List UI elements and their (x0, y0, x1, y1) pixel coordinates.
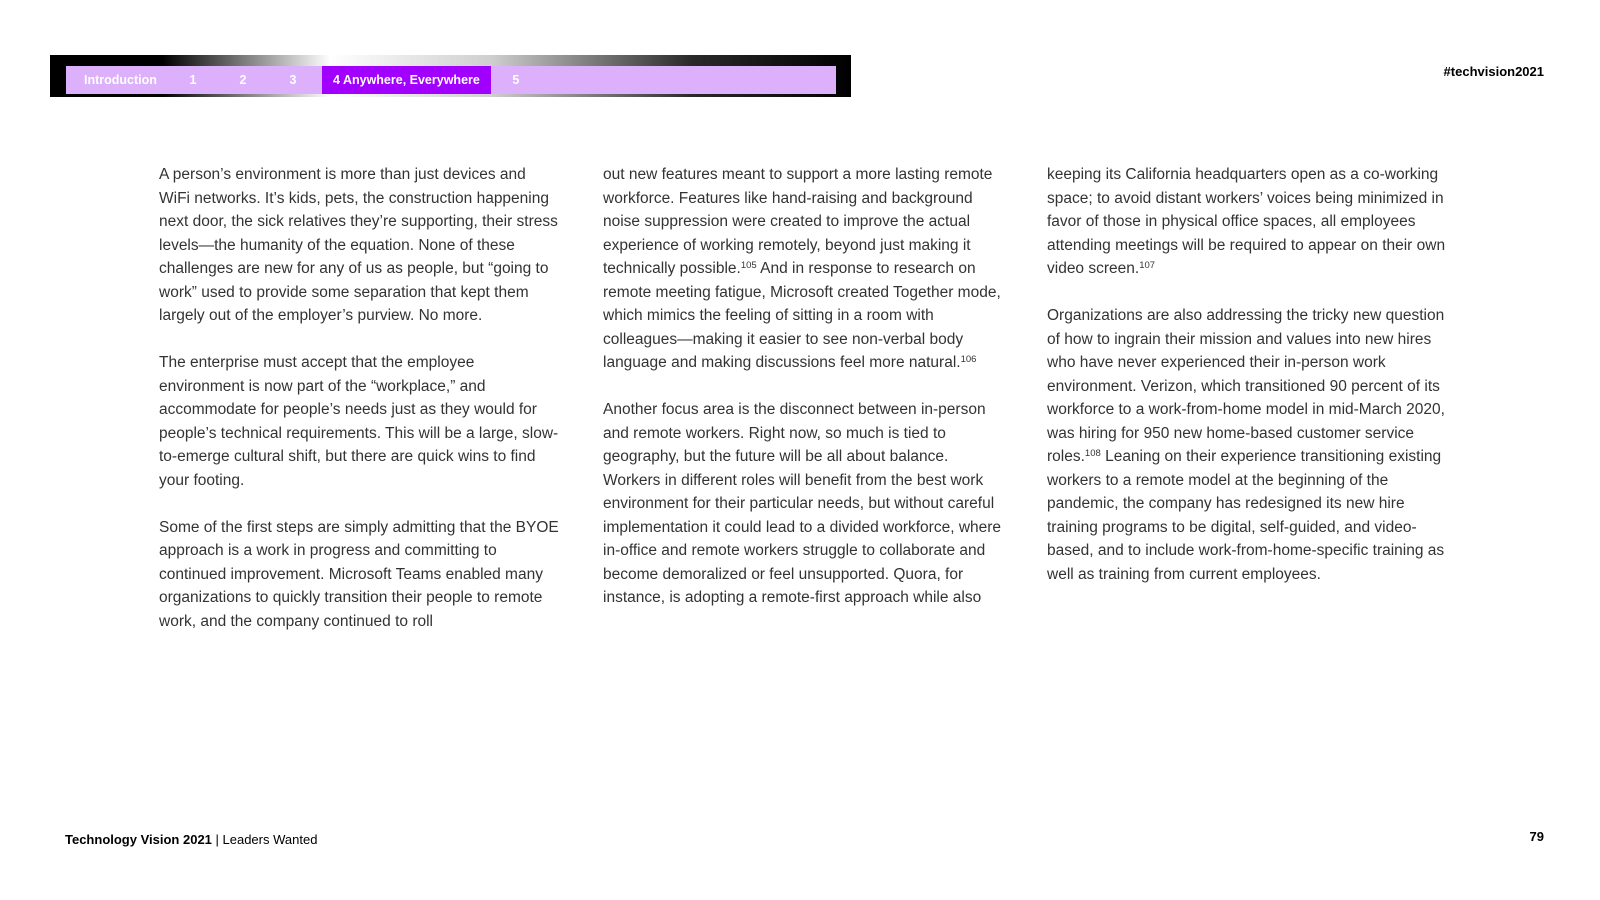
article-body (159, 163, 1459, 663)
report-subtitle: Leaders Wanted (222, 832, 318, 847)
footnote-ref-106[interactable]: 106 (960, 354, 977, 365)
paragraph (1047, 163, 1457, 281)
footnote-ref-108[interactable]: 108 (1084, 448, 1101, 459)
hashtag: #techvision2021 (1443, 64, 1544, 79)
tab-3[interactable]: 3 (289, 73, 297, 87)
tab-5[interactable]: 5 (512, 73, 520, 87)
paragraph (603, 163, 1005, 375)
section-tab-bar (66, 66, 836, 94)
paragraph (1047, 304, 1457, 586)
footnote-ref-107[interactable]: 107 (1139, 260, 1156, 271)
column-1 (159, 163, 561, 657)
paragraph: A person’s environment is more than just devices and WiFi networks. It’s kids, pets, the construction happening next door, the sick relatives they’re supporting, their stress levels—the humanity of the equation. None of these challenges are new for any of us as people, but “going to work” used to provide some separation that kept them largely out of the employer’s purview. No more. (159, 166, 558, 324)
tab-4-anywhere-everywhere[interactable]: 4 Anywhere, Everywhere (322, 66, 491, 94)
paragraph-text: keeping its California headquarters open as a co-working space; to avoid distant workers’ voices being minimized in favor of those in physical office spaces, all employees attending meetings will be required to appear on their own video screen. (1047, 166, 1446, 277)
column-2 (603, 163, 1005, 633)
report-title: Technology Vision 2021 (65, 832, 212, 847)
column-3 (1047, 163, 1457, 610)
tab-introduction[interactable]: Introduction (84, 73, 157, 87)
paragraph-text: Organizations are also addressing the tricky new question of how to ingrain their mission and values into new hires who have never experienced their in-person work environment. Verizon, which transitioned 90 percent of its workforce to a work-from-home model in mid-March 2020, was hiring for 950 new home-based customer service roles. (1047, 307, 1445, 465)
paragraph-text: Leaning on their experience transitioning existing workers to a remote model at the beginning of the pandemic, the company has redesigned its new hire training programs to be digital, self-guided, and video-based, and to include work-from-home-specific training as well as training from current employees. (1047, 448, 1445, 583)
footer-title (65, 832, 317, 847)
paragraph-text: And in response to research on remote meeting fatigue, Microsoft created Together mode, which mimics the feeling of sitting in a room with colleagues—making it easier to see non-verbal body language and making discussions feel more natural. (603, 260, 1001, 371)
paragraph-text: out new features meant to support a more lasting remote workforce. Features like hand-raising and background noise suppression were created to improve the actual experience of working remotely, beyond just making it technically possible. (603, 166, 993, 277)
paragraph: Some of the first steps are simply admitting that the BYOE approach is a work in progress and committing to continued improvement. Microsoft Teams enabled many organizations to quickly transition their people to remote work, and the company continued to roll (159, 518, 559, 630)
footnote-ref-105[interactable]: 105 (740, 260, 757, 271)
footer-separator: | (211, 832, 223, 847)
paragraph: Another focus area is the disconnect between in-person and remote workers. Right now, so much is tied to geography, but the future will be all about balance. Workers in different roles will benefit from the best work environment for their particular needs, but without careful implementation it could lead to a divided workforce, where in-office and remote workers struggle to collaborate and become demoralized or feel unsupported. Quora, for instance, is adopting a remote-first approach while also (603, 401, 1002, 606)
tab-1[interactable]: 1 (189, 73, 197, 87)
page-number: 79 (1529, 829, 1544, 844)
paragraph: The enterprise must accept that the employee environment is now part of the “workplace,” and accommodate for people’s needs just as they would for people’s technical requirements. This will be a large, slow-to-emerge cultural shift, but there are quick wins to find your footing. (159, 354, 559, 489)
tab-2[interactable]: 2 (239, 73, 247, 87)
section-nav (50, 55, 851, 97)
